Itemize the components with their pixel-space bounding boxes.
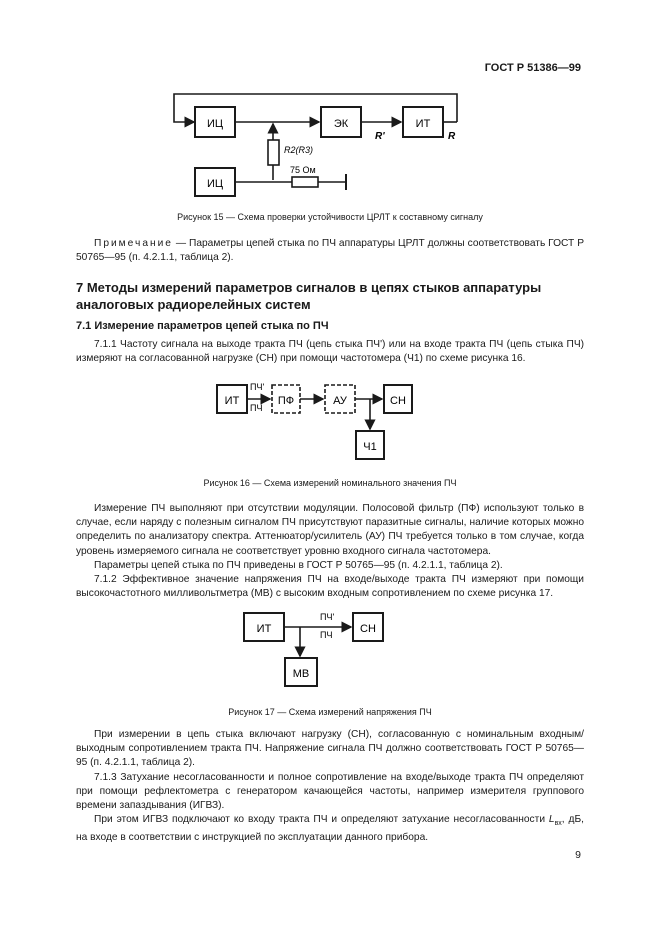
- standard-header: ГОСТ Р 51386—99: [484, 62, 581, 74]
- page-number: 9: [575, 849, 581, 861]
- figure-16-caption: Рисунок 16 — Схема измерений номинального значения ПЧ: [203, 478, 457, 488]
- box-pf-label: ПФ: [277, 395, 295, 407]
- label-r: R: [448, 131, 456, 142]
- figure-17-caption: Рисунок 17 — Схема измерений напряжения ПЧ: [228, 707, 432, 717]
- body-block-2: [76, 728, 584, 846]
- paragraph: Параметры цепей стыка по ПЧ приведены в ГОСТ Р 50765—95 (п. 4.2.1.1, таблица 2).: [94, 559, 503, 571]
- resistor-r2r3: [268, 140, 279, 165]
- figure-15-diagram: [160, 88, 480, 198]
- body-block-1: [76, 502, 584, 601]
- paragraph: Измерение ПЧ выполняют при отсутствии модуляции. Полосовой фильтр (ПФ) используют только в случае, если наряду с полезным сигналом ПЧ присутствуют паразитные сигналы, наличие которых можно определить по анализатору спектра. Аттенюатор/усилитель (АУ) ПЧ требуется только в том случае, когда уровень измеряемого сигнала не соответствует уровню входного сигнала частотомера.: [76, 503, 584, 557]
- label-r-prime: R': [375, 131, 385, 142]
- box-it-label: ИТ: [224, 395, 240, 407]
- label-75ohm: 75 Ом: [290, 165, 316, 175]
- box-ch1-label: Ч1: [363, 441, 377, 453]
- box-au-label: АУ: [333, 395, 347, 407]
- label-pch-prime: ПЧ': [250, 382, 265, 392]
- box-it-label: ИТ: [415, 118, 431, 130]
- box-ek-label: ЭК: [333, 118, 349, 130]
- label-pch: ПЧ: [320, 630, 333, 640]
- section-7-1-heading: 7.1 Измерение параметров цепей стыка по ПЧ: [76, 320, 329, 332]
- figure-17-diagram: [240, 607, 390, 692]
- box-sn-label: СН: [360, 623, 376, 635]
- resistor-75ohm: [292, 177, 318, 187]
- note-text: — Параметры цепей стыка по ПЧ аппаратуры ЦРЛТ должны соответствовать ГОСТ Р 50765—95 (п. 4.2.1.1, таблица 2).: [76, 238, 584, 264]
- l-symbol: L: [548, 814, 555, 826]
- l-subscript: вх: [554, 820, 562, 828]
- label-pch: ПЧ: [250, 403, 263, 413]
- paragraph: 7.1.2 Эффективное значение напряжения ПЧ на входе/выходе тракта ПЧ измеряют при помощи высокочастотного милливольтметра (МВ) с высоким входным сопротивлением по схеме рисунка 17.: [76, 574, 584, 600]
- figure-16-diagram: [210, 375, 420, 465]
- section-7-heading: 7 Методы измерений параметров сигналов в цепях стыков аппаратуры аналоговых радиорелейных систем: [76, 280, 542, 312]
- paragraph: 7.1.3 Затухание несогласованности и полное сопротивление на входе/выходе тракта ПЧ определяют при помощи рефлектометра с генератором качающейся частоты, например измерителя группового времени запаздывания (ИГВЗ).: [76, 771, 584, 812]
- note-label: Примечание: [94, 238, 173, 249]
- paragraph: При этом ИГВЗ подключают ко входу тракта ПЧ и определяют затухание несогласованности $L_{вх}$, дБ, на входе в соответствии с инструкцией по эксплуатации данного прибора.: [76, 814, 584, 844]
- box-sn-label: СН: [390, 395, 406, 407]
- label-r2r3: R2(R3): [284, 145, 314, 155]
- label-pch-prime: ПЧ': [320, 612, 335, 622]
- note: [76, 237, 584, 265]
- figure-15-caption: Рисунок 15 — Схема проверки устойчивости ЦРЛТ к составному сигналу: [177, 212, 483, 222]
- box-it-label: ИТ: [256, 623, 272, 635]
- box-ic-1-label: ИЦ: [206, 118, 224, 130]
- paragraph: При измерении в цепь стыка включают нагрузку (СН), согласованную с номинальным входным/выходным сопротивлением тракта ПЧ. Напряжение сигнала ПЧ должно соответствовать ГОСТ Р 50765—95 (п. 4.2.1.1, таблица 2).: [76, 729, 584, 769]
- box-mv-label: МВ: [292, 668, 310, 680]
- paragraph-7-1-1: 7.1.1 Частоту сигнала на выходе тракта ПЧ (цепь стыка ПЧ') или на входе тракта ПЧ (цепь стыка ПЧ) измеряют на согласованной нагрузке (СН) при помощи частотомера (Ч1) по схеме рисунка 16.: [76, 339, 584, 365]
- box-ic-2-label: ИЦ: [206, 178, 224, 190]
